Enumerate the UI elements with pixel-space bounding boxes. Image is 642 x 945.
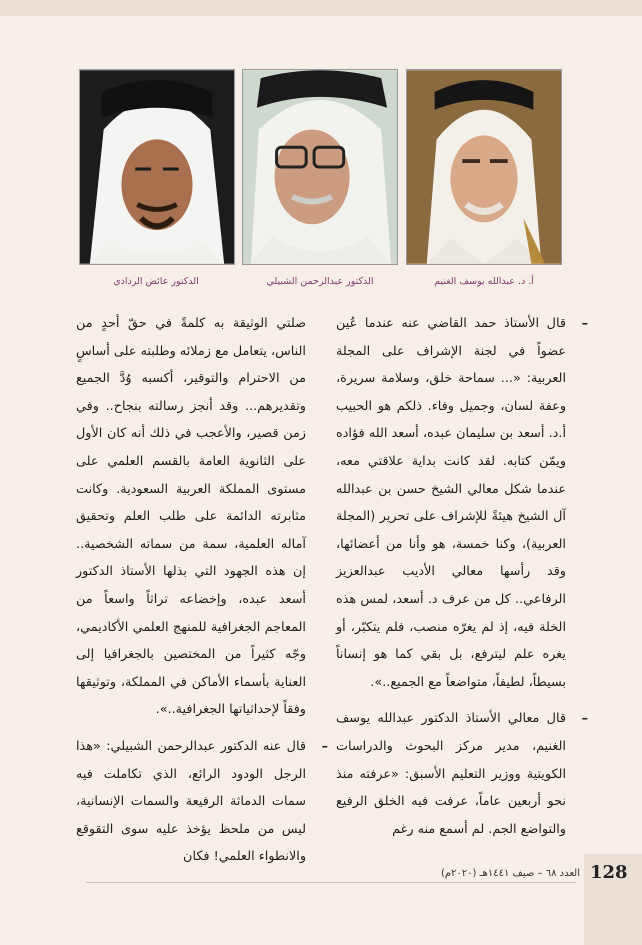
portrait-3-image	[80, 70, 234, 264]
quote-text: قال الأستاذ حمد القاضي عنه عندما عُين عضواً في لجنة الإشراف على المجلة العربية: «... سماحة خلق، وسلامة سريرة، وعفة لسان، وجميل وفاء. ذلكم هو الحبيب أ.د. أسعد بن سليمان عبده، أسعد الله فؤاده ويمّن كتابه. لقد كانت بداية علاقتي معه، عندما شكل معالي الشيخ حسن بن عبدالله آل الشيخ هيئةً للإشراف على تحرير (المجلة العربية)، وكنا خمسة، هو وأنا من أعضائها، وقد رأسها معالي الأديب عبدالعزيز الرفاعي.. كل من عرف د. أسعد، لمس هذه الخلة فيه، إذ لم يغرّه منصب، فلم يتكبّر، أو يغره علم ليترفع، بل بقي كما هو إنساناً بسيطاً، لطيفاً، متواضعاً مع الجميع..».	[336, 316, 566, 690]
portrait-1-image	[407, 70, 561, 264]
photo-row	[79, 69, 562, 265]
portrait-2-image	[243, 70, 397, 264]
quote-text: قال عنه الدكتور عبدالرحمن الشبيلي: «هذا الرجل الودود الرائع، الذي تكاملت فيه سمات الدماثة الرفيعة والسمات الإنسانية، ليس من ملحظ يؤخذ عليه سوى التقوقع والانطواء العلمي! فكان	[76, 738, 306, 865]
caption-photo-1: أ. د. عبدالله يوسف الغنيم	[434, 276, 534, 287]
quote-alghunaim	[336, 705, 588, 843]
top-band	[0, 0, 642, 16]
quote-hamad-alqadi	[336, 310, 588, 696]
left-column	[76, 310, 328, 880]
caption-photo-3: الدكتور عائض الردادي	[113, 276, 199, 287]
footer-divider	[86, 882, 576, 883]
portrait-photo-2	[242, 69, 398, 265]
page-number: 128	[590, 862, 628, 883]
bullet-dash: –	[321, 738, 328, 754]
portrait-photo-1	[406, 69, 562, 265]
bullet-dash: –	[581, 711, 588, 727]
issue-label: العدد ٦٨ – صيف ١٤٤١هـ (٢٠٢٠م)	[440, 868, 580, 879]
quote-text: قال معالي الأستاذ الدكتور عبدالله يوسف الغنيم، مدير مركز البحوث والدراسات الكويتية ووزير التعليم الأسبق: «عرفته منذ نحو أربعين عاماً، عرفت فيه الخلق الرفيع والتواضع الجم. لم أسمع منه رغم	[336, 711, 566, 837]
caption-photo-2: الدكتور عبدالرحمن الشبيلي	[266, 276, 374, 287]
quote-alshubaili	[76, 733, 328, 871]
quote-continuation: صلتي الوثيقة به كلمةً في حقّ أحدٍ من الناس، يتعامل مع زملائه وطلبته على أساسٍ من الاحترام والتوقير، أكسبه وُدَّ الجميع وتقديرهم... وقد أنجز رسالته بنجاح.. وفي زمن قصير، والأعجب في ذلك أنه كان الأول على الثانوية العامة بالقسم العلمي على مستوى المملكة العربية السعودية. وكانت مثابرته الدائمة على طلب العلم وتحقيق آماله العلمية، سمة من سماته الشخصية.. إن هذه الجهود التي بذلها الأستاذ الدكتور أسعد عبده، وإخضاعه تراثاً واسعاً من المعاجم الجغرافية للمنهج العلمي الأكاديمي، وجّه كثيراً من المختصين بالجغرافيا إلى العناية بأسماء الأماكن في المملكة، وتوثيقها وفقاً لإحداثياتها الجغرافية..».	[76, 316, 306, 718]
article-columns	[76, 310, 588, 880]
right-column	[336, 310, 588, 852]
portrait-photo-3	[79, 69, 235, 265]
bullet-dash: –	[581, 316, 588, 331]
